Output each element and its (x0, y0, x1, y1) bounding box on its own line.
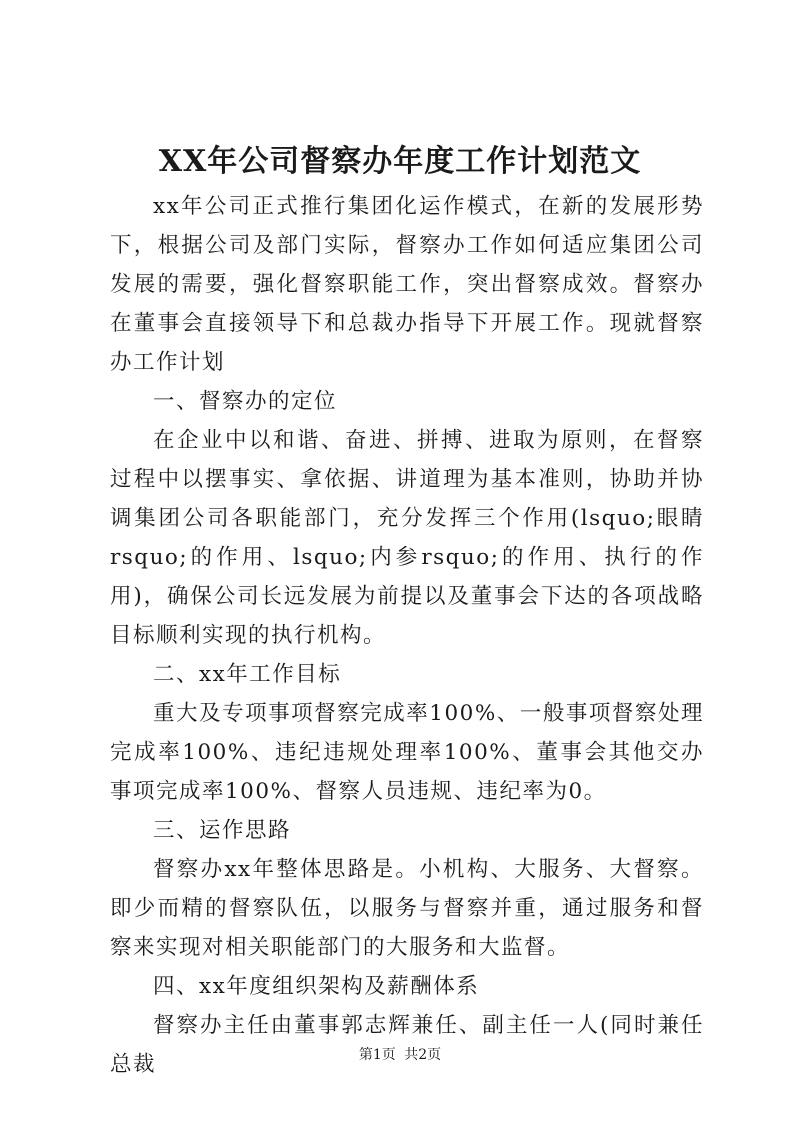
paragraph-positioning: 在企业中以和谐、奋进、拼搏、进取为原则，在督察过程中以摆事实、拿依据、讲道理为基本准则，协助并协调集团公司各职能部门，充分发挥三个作用(lsquo;眼睛rsquo;的作用、lsquo;内参rsquo;的作用、执行的作用)，确保公司长远发展为前提以及董事会下达的各项战略目标顺利实现的执行机构。 (110, 428, 704, 648)
paragraph-goals: 重大及专项事项督察完成率100%、一般事项督察处理完成率100%、违纪违规处理率100%、董事会其他交办事项完成率100%、督察人员违规、违纪率为0。 (110, 701, 704, 804)
paragraph-organization: 督察办主任由董事郭志辉兼任、副主任一人(同时兼任总裁 (110, 1013, 704, 1077)
paragraph-approach: 督察办xx年整体思路是。小机构、大服务、大督察。即少而精的督察队伍，以服务与督察并重，通过服务和督察来实现对相关职能部门的大服务和大监督。 (110, 857, 704, 960)
section-heading-goals: 二、xx年工作目标 (153, 662, 342, 687)
page-footer (0, 1044, 800, 1064)
document-title: XX年公司督察办年度工作计划范文 (158, 144, 642, 179)
document-body (110, 187, 704, 1084)
section-heading-approach: 三、运作思路 (153, 818, 292, 843)
section-heading-organization: 四、xx年度组织架构及薪酬体系 (153, 974, 480, 999)
section-heading-positioning: 一、督察办的定位 (153, 389, 338, 414)
page-number: 第1页 (358, 1047, 396, 1063)
paragraph-intro: xx年公司正式推行集团化运作模式，在新的发展形势下，根据公司及部门实际，督察办工作如何适应集团公司发展的需要，强化督察职能工作，突出督察成效。督察办在董事会直接领导下和总裁办指导下开展工作。现就督察办工作计划 (110, 194, 704, 375)
page-total: 共2页 (404, 1047, 442, 1063)
